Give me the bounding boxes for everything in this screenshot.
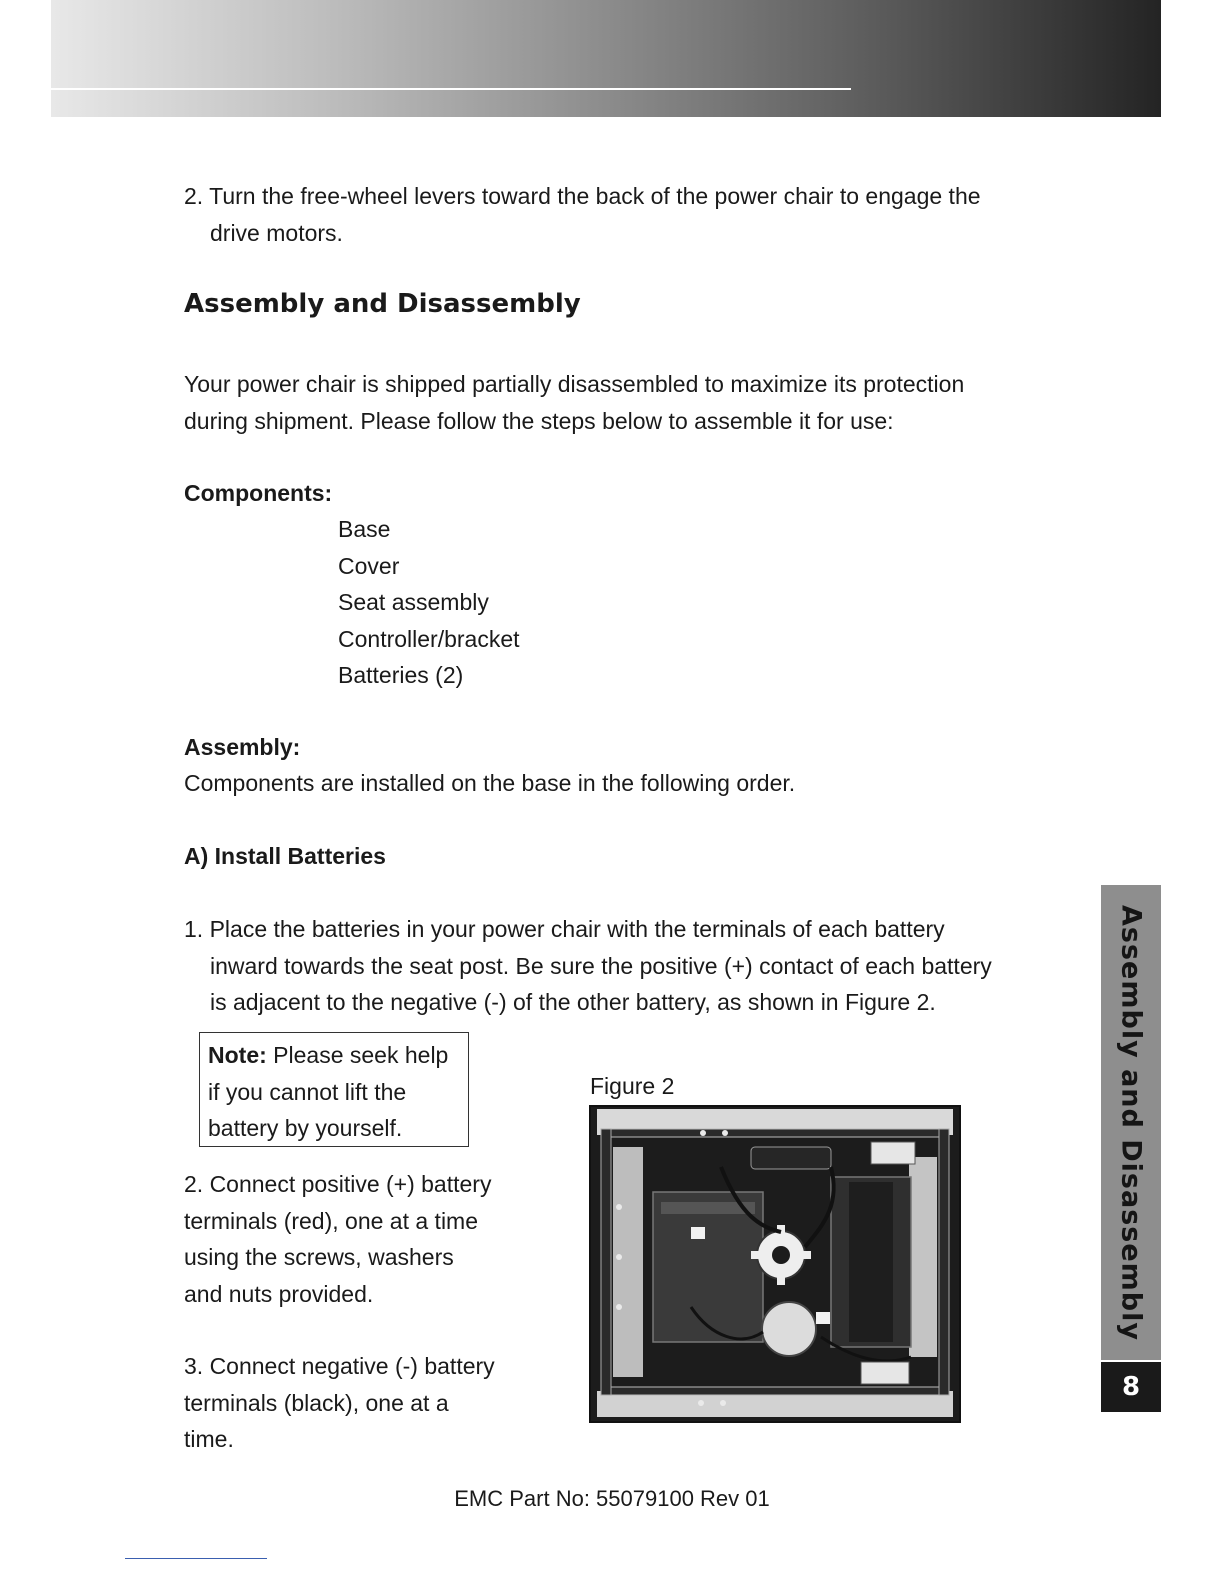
components-heading: Components: [184,480,333,506]
figure-caption: Figure 2 [590,1073,675,1099]
footer-rule [125,1558,267,1559]
battery-step-3-line2: terminals (black), one at a [184,1389,449,1416]
assembly-text: Components are installed on the base in the following order. [184,770,796,796]
component-item: Seat assembly [338,589,489,615]
component-item: Controller/bracket [338,625,520,652]
install-batteries-heading: A) Install Batteries [184,843,386,869]
intro-line2: during shipment. Please follow the steps below to assemble it for use: [184,407,894,434]
battery-step-1 [184,911,1064,1021]
battery-step-3 [184,1348,524,1458]
lifting-note [199,1032,469,1147]
note-line2: if you cannot lift the [208,1078,407,1105]
component-item: Cover [338,552,400,579]
note-line3: battery by yourself. [208,1115,403,1141]
battery-step-2-line2: terminals (red), one at a time [184,1207,479,1234]
free-wheel-step [184,178,1044,251]
battery-step-2-line1: 2. Connect positive (+) battery [184,1171,492,1197]
free-wheel-step-line2: drive motors. [210,219,343,246]
intro-paragraph [184,366,1044,439]
free-wheel-step-line1: 2. Turn the free-wheel levers toward the back of the power chair to engage the [184,183,981,209]
battery-step-1-line3: is adjacent to the negative (-) of the other battery, as shown in Figure 2. [210,989,936,1015]
battery-step-2-line4: and nuts provided. [184,1280,374,1307]
page-number: 8 [1101,1362,1161,1412]
battery-step-2 [184,1166,524,1312]
battery-step-2-line3: using the screws, washers [184,1244,454,1270]
assembly-heading: Assembly: [184,734,301,760]
header-divider [51,88,851,90]
note-line1: Please seek help [266,1042,449,1068]
footer-part-number: EMC Part No: 55079100 Rev 01 [454,1486,770,1511]
intro-line1: Your power chair is shipped partially disassembled to maximize its protection [184,371,965,397]
note-label: Note: [208,1042,267,1068]
component-item: Base [338,516,391,542]
battery-step-3-line1: 3. Connect negative (-) battery [184,1353,495,1379]
battery-step-3-line3: time. [184,1426,234,1452]
component-item: Batteries (2) [338,662,464,688]
chapter-side-tab [1101,885,1161,1360]
chapter-side-tab-label: Assembly and Disassembly [1115,904,1147,1341]
battery-step-1-line2: inward towards the seat post. Be sure the positive (+) contact of each battery [210,952,992,979]
header-banner [51,0,1161,117]
battery-photo-illustration [591,1107,959,1421]
battery-installation-photo [589,1105,961,1423]
battery-step-1-line1: 1. Place the batteries in your power chair with the terminals of each battery [184,916,945,942]
components-list [338,511,520,694]
section-title: Assembly and Disassembly [184,289,581,319]
